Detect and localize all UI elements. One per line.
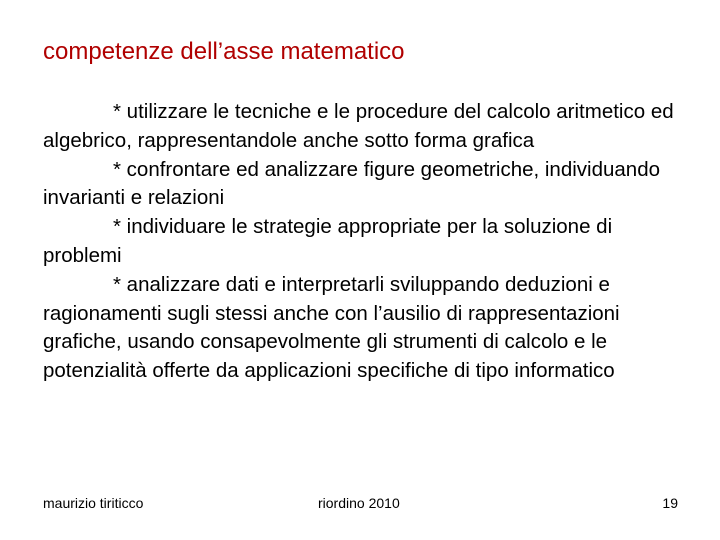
slide-title: competenze dell’asse matematico xyxy=(43,38,405,65)
bullet-item: * individuare le strategie appropriate per la soluzione di problemi xyxy=(43,215,613,267)
bullet-item: * confrontare ed analizzare figure geometriche, individuando invarianti e relazioni xyxy=(43,157,661,210)
page-number: 19 xyxy=(662,495,678,511)
bullet-item: * analizzare dati e interpretarli sviluppando deduzioni e ragionamenti sugli stessi anche con l’ausilio di rappresentazioni grafiche, usando consapevolmente gli strumenti di calcolo e le potenzialità offerte da applicazioni specifiche di tipo informatico xyxy=(43,272,620,383)
bullet-item: * utilizzare le tecniche e le procedure del calcolo aritmetico ed algebrico, rappresentandole anche sotto forma grafica xyxy=(43,100,674,152)
footer-author: maurizio tiriticco xyxy=(43,495,144,511)
bullet-list xyxy=(43,98,693,386)
footer-date: riordino 2010 xyxy=(318,495,400,511)
